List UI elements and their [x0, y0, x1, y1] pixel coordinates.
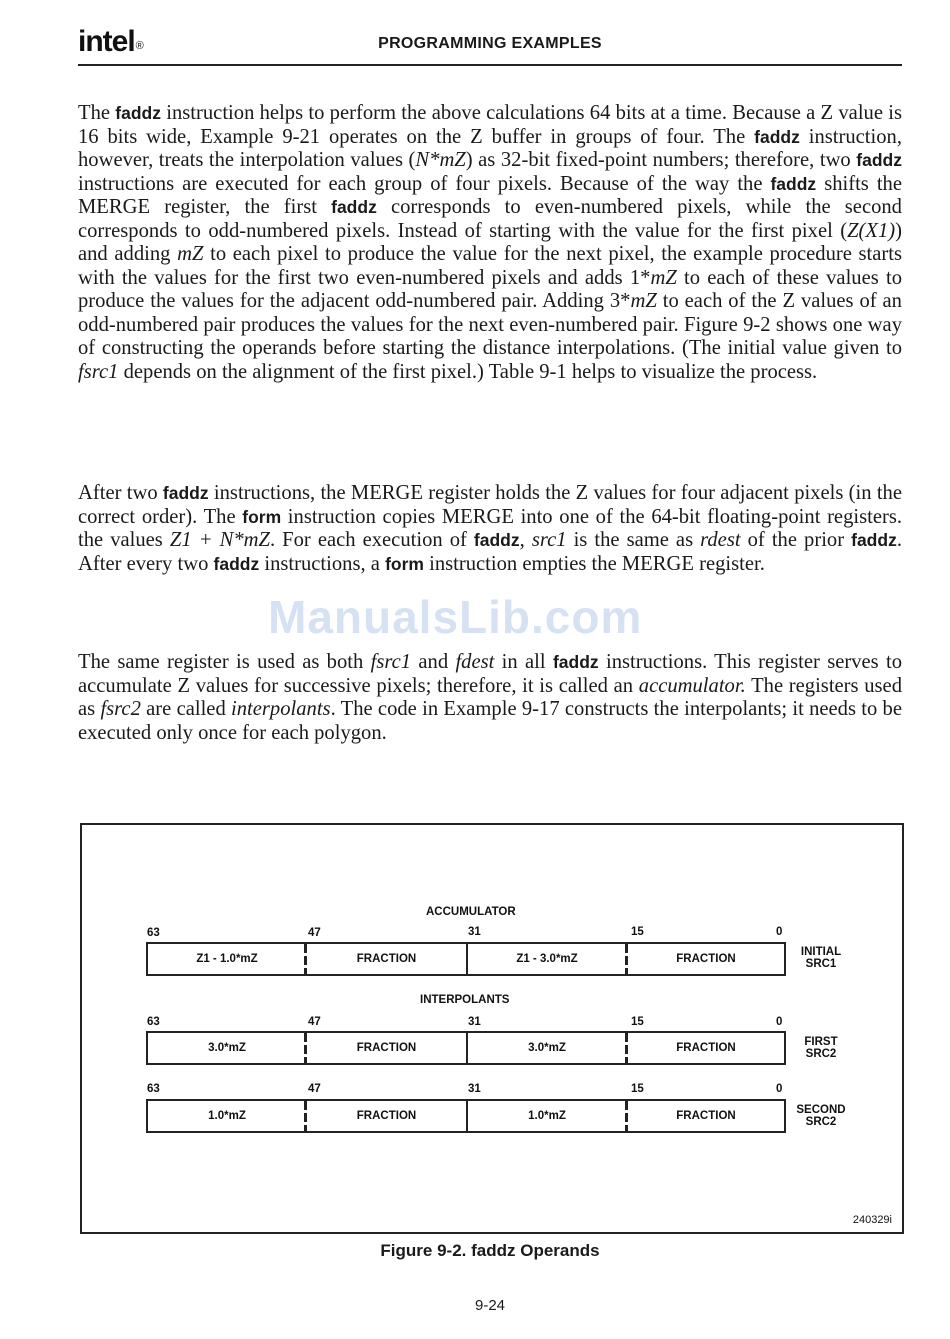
- bit-15: 15: [631, 1016, 644, 1028]
- bit-47: 47: [308, 927, 321, 939]
- instruction-name: faddz: [331, 197, 377, 217]
- segment-fraction: FRACTION: [676, 1042, 736, 1054]
- segment-1mz: 1.0*mZ: [208, 1110, 246, 1122]
- paragraph-merge-register: After two faddz instructions, the MERGE register holds the Z values for four adjacent pixels (in the correct order). The form instruction copies MERGE into one of the 64-bit floating-point registers. the values Z1 + N*mZ. For each execution of faddz, src1 is the same as rdest of the prior faddz. After every two faddz instructions, a form instruction empties the MERGE register.: [78, 482, 902, 575]
- label-first-src2: FIRST SRC2: [804, 1036, 838, 1060]
- label-initial-src1: INITIAL SRC1: [800, 946, 842, 970]
- bit-31: 31: [468, 926, 481, 938]
- intel-logo: intel®: [78, 25, 143, 58]
- instruction-name: faddz: [856, 150, 902, 170]
- italic-term: N*mZ: [415, 149, 466, 171]
- bit-47: 47: [308, 1083, 321, 1095]
- italic-term: fsrc1: [370, 651, 412, 673]
- register-first-src2: [146, 1031, 786, 1065]
- segment-fraction: FRACTION: [676, 953, 736, 965]
- bit-63: 63: [147, 1016, 160, 1028]
- italic-term: fdest: [455, 651, 495, 673]
- italic-term: rdest: [700, 529, 741, 551]
- italic-term: Z1 + N*mZ: [169, 529, 270, 551]
- bit-63: 63: [147, 927, 160, 939]
- segment-fraction: FRACTION: [356, 1110, 417, 1122]
- segment-1mz: 1.0*mZ: [528, 1110, 566, 1122]
- italic-term: accumulator.: [638, 674, 746, 697]
- instruction-name: faddz: [770, 173, 817, 194]
- italic-term: mZ: [630, 290, 657, 312]
- bit-15: 15: [631, 1083, 644, 1095]
- italic-term: Z(X1): [847, 219, 896, 242]
- segment-fraction: FRACTION: [676, 1110, 736, 1122]
- bit-31: 31: [468, 1083, 481, 1095]
- header-title: PROGRAMMING EXAMPLES: [378, 35, 602, 52]
- bit-0: 0: [776, 926, 783, 938]
- italic-term: src1: [531, 529, 567, 551]
- segment-3mz: 3.0*mZ: [208, 1042, 246, 1054]
- segment-3mz: 3.0*mZ: [528, 1042, 566, 1054]
- instruction-name: form: [242, 506, 282, 527]
- bit-0: 0: [776, 1083, 783, 1095]
- interpolants-label: INTERPOLANTS: [420, 994, 510, 1006]
- italic-term: interpolants: [231, 698, 331, 720]
- accumulator-label: ACCUMULATOR: [426, 906, 516, 918]
- instruction-name: faddz: [754, 126, 800, 147]
- segment-fraction: FRACTION: [356, 1042, 417, 1054]
- register-second-src2: [146, 1099, 786, 1133]
- segment-fraction: FRACTION: [356, 953, 417, 965]
- instruction-name: faddz: [162, 483, 209, 503]
- italic-term: fsrc1: [78, 360, 119, 383]
- bit-63: 63: [147, 1083, 160, 1095]
- instruction-name: faddz: [473, 530, 520, 550]
- bit-31: 31: [468, 1016, 481, 1028]
- italic-term: fsrc2: [100, 698, 141, 720]
- italic-term: mZ: [177, 243, 204, 265]
- bit-15: 15: [631, 926, 644, 938]
- page-number: 9-24: [474, 1297, 506, 1314]
- watermark: ManualsLib.com: [268, 591, 643, 643]
- figure-caption: Figure 9-2. faddz Operands: [380, 1241, 600, 1260]
- figure-faddz-operands: [80, 823, 904, 1234]
- bit-0: 0: [776, 1016, 783, 1028]
- page-header: [78, 24, 902, 66]
- instruction-name: form: [385, 553, 424, 574]
- segment-z1-minus-3mz: Z1 - 3.0*mZ: [516, 953, 578, 965]
- italic-term: mZ: [650, 266, 677, 289]
- segment-z1-minus-1mz: Z1 - 1.0*mZ: [196, 953, 258, 965]
- instruction-name: faddz: [851, 530, 897, 550]
- label-second-src2: SECOND SRC2: [796, 1104, 846, 1128]
- figure-id: 240329i: [852, 1214, 892, 1226]
- instruction-name: faddz: [115, 103, 161, 123]
- paragraph-accumulator: The same register is used as both fsrc1 and fdest in all faddz instructions. This register serves to accumulate Z values for successive pixels; therefore, it is called an accumulator. The registers used as fsrc2 are called interpolants. The code in Example 9-17 constructs the interpolants; it needs to be executed only once for each polygon.: [78, 651, 903, 744]
- instruction-name: faddz: [213, 553, 260, 574]
- paragraph-faddz-calculation: The faddz instruction helps to perform the above calculations 64 bits at a time. Because a Z value is 16 bits wide, Example 9-21 operates on the Z buffer in groups of four. The faddz instruction, however, treats the interpolation values (N*mZ) as 32-bit fixed-point numbers; therefore, two faddz instructions are executed for each group of four pixels. Because of the way the faddz shifts the MERGE register, the first faddz corresponds to even-numbered pixels, while the second corresponds to odd-numbered pixels. Instead of starting with the value for the first pixel (Z(X1)) and adding mZ to each pixel to produce the value for the next pixel, the example procedure starts with the values for the first two even-numbered pixels and adds 1*mZ to each of these values to produce the values for the adjacent odd-numbered pair. Adding 3*mZ to each of the Z values of an odd-numbered pair produces the values for the next even-numbered pair. Figure 9-2 shows one way of constructing the operands before starting the distance interpolations. (The initial value given to fsrc1 depends on the alignment of the first pixel.) Table 9-1 helps to visualize the process.: [78, 102, 902, 383]
- instruction-name: faddz: [552, 652, 599, 672]
- register-initial-src1: [146, 942, 786, 976]
- bit-47: 47: [308, 1016, 321, 1028]
